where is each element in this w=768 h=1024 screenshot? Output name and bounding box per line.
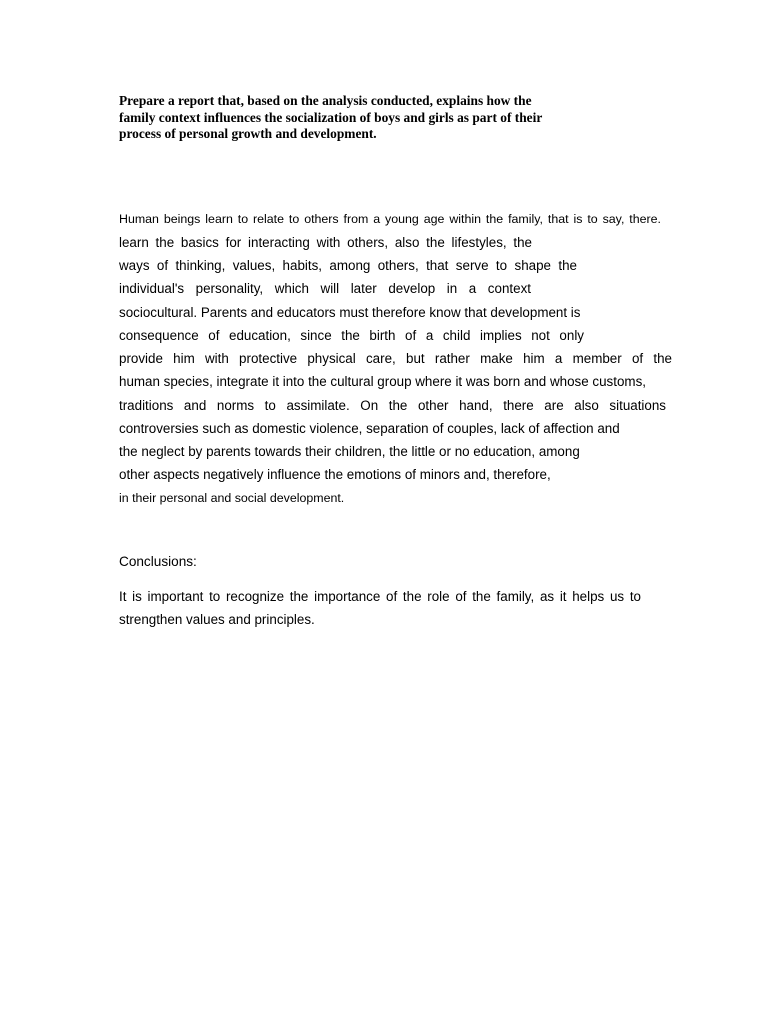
conclusion-line: strengthen values and principles.	[119, 612, 315, 627]
paragraph-line: Human beings learn to relate to others from a young age within the family, that is to say, there.	[119, 212, 661, 226]
paragraph-line: in their personal and social development.	[119, 491, 345, 505]
conclusions-heading: Conclusions:	[119, 554, 197, 569]
paragraph-line: human species, integrate it into the cultural group where it was born and whose customs,	[119, 374, 646, 389]
heading-line: family context influences the socialization of boys and girls as part of their	[119, 109, 543, 125]
paragraph-line: provide him with protective physical care, but rather make him a member of the	[119, 351, 672, 366]
paragraph-line: ways of thinking, values, habits, among others, that serve to shape the	[119, 258, 577, 273]
conclusion-paragraph	[119, 585, 643, 631]
report-prompt-heading	[119, 93, 589, 143]
paragraph-line: controversies such as domestic violence, separation of couples, lack of affection and	[119, 421, 620, 436]
paragraph-line: consequence of education, since the birth of a child implies not only	[119, 328, 584, 343]
paragraph-line: traditions and norms to assimilate. On the other hand, there are also situations	[119, 398, 666, 413]
paragraph-line: learn the basics for interacting with others, also the lifestyles, the	[119, 235, 532, 250]
conclusion-line: It is important to recognize the importance of the role of the family, as it helps us to	[119, 589, 641, 604]
paragraph-line: the neglect by parents towards their children, the little or no education, among	[119, 444, 580, 459]
paragraph-line: individual's personality, which will later develop in a context	[119, 281, 531, 296]
heading-line: process of personal growth and development.	[119, 126, 377, 141]
heading-line: Prepare a report that, based on the analysis conducted, explains how the	[119, 93, 532, 108]
paragraph-line: other aspects negatively influence the emotions of minors and, therefore,	[119, 467, 551, 482]
paragraph-line: sociocultural. Parents and educators must therefore know that development is	[119, 305, 581, 320]
